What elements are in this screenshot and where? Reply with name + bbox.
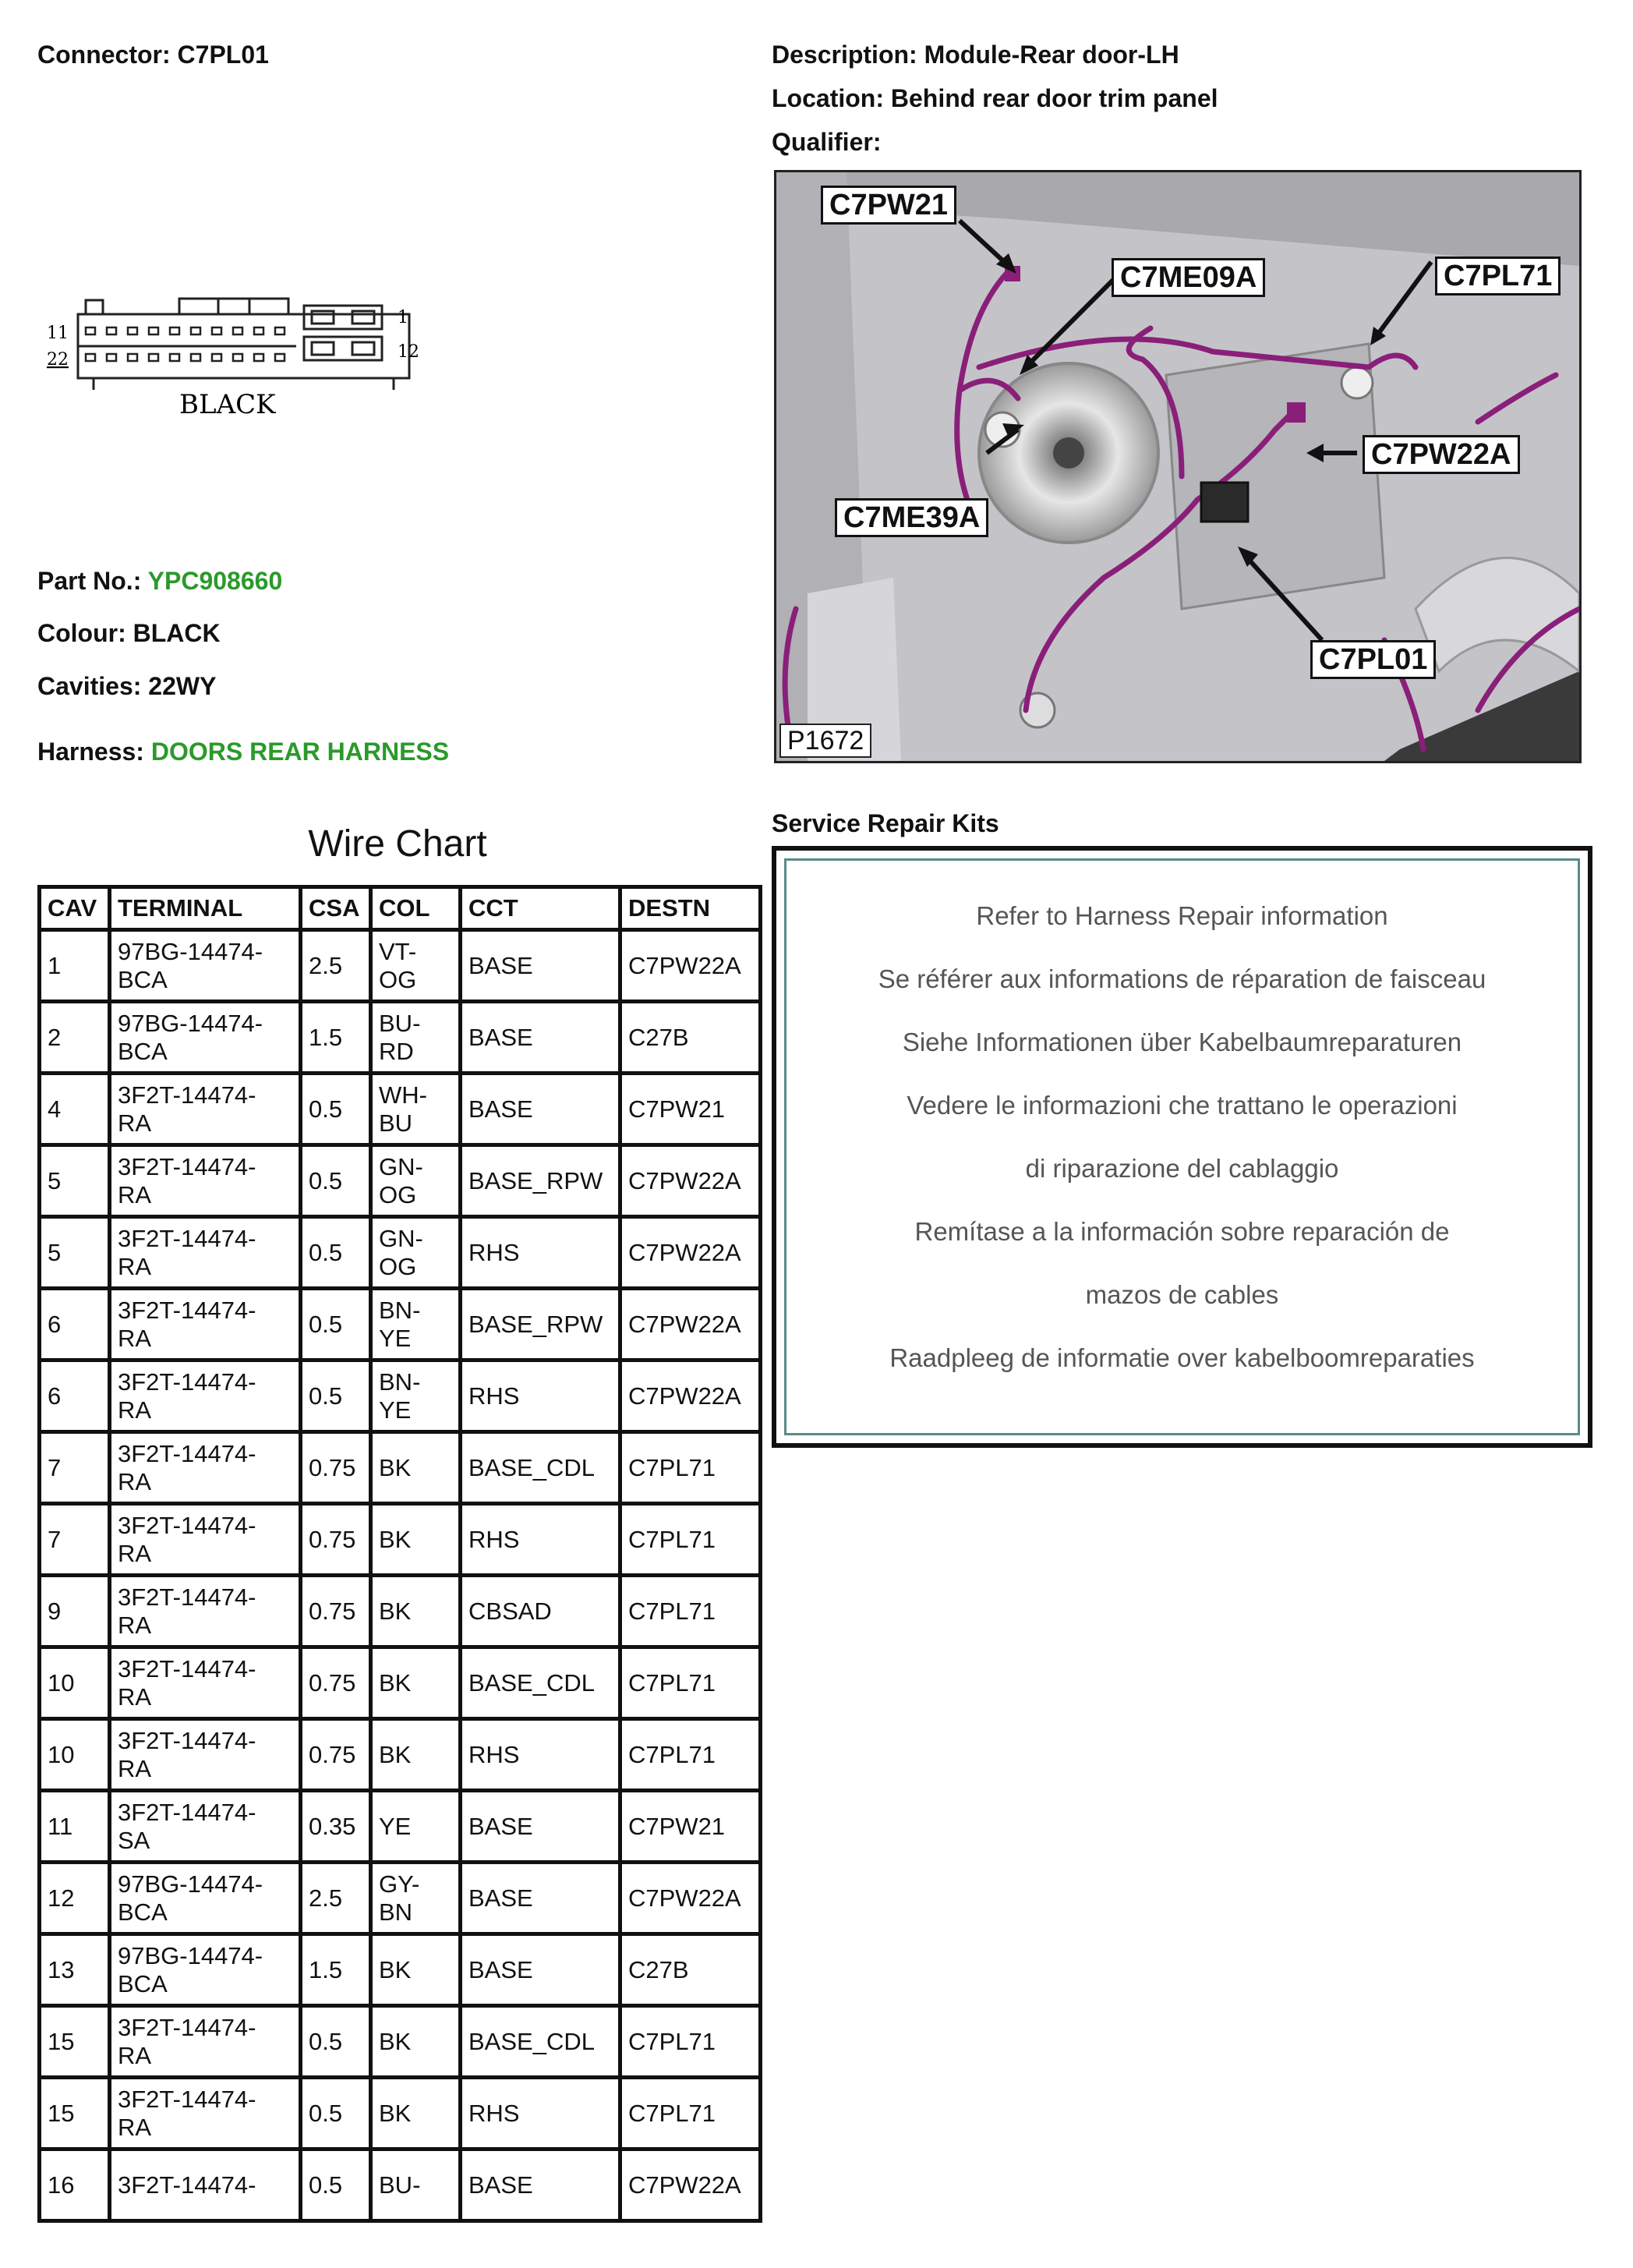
cell-terminal: 3F2T-14474- RA	[110, 1576, 301, 1647]
cell-terminal: 97BG-14474- BCA	[110, 930, 301, 1002]
cell-destn: C7PW21	[620, 1791, 761, 1863]
wire-row	[40, 1432, 761, 1504]
location-photo	[774, 170, 1582, 763]
wire-chart-body	[40, 930, 761, 2221]
wire-row	[40, 1863, 761, 1934]
connector-face-svg	[47, 288, 437, 429]
callout-c7pl71: C7PL71	[1435, 257, 1561, 295]
wire-row	[40, 2006, 761, 2078]
header-destn: DESTN	[620, 887, 761, 930]
cell-cav: 10	[40, 1719, 110, 1791]
cell-terminal: 3F2T-14474- RA	[110, 2006, 301, 2078]
cell-col: BK	[371, 2078, 461, 2149]
cell-cct: RHS	[461, 1719, 620, 1791]
cell-csa: 0.5	[301, 2149, 371, 2221]
connector-color-label: BLACK	[179, 389, 276, 420]
part-no-line	[37, 565, 282, 596]
wire-row	[40, 1002, 761, 1074]
cell-destn: C7PL71	[620, 1504, 761, 1576]
cell-csa: 2.5	[301, 930, 371, 1002]
cell-destn: C7PL71	[620, 1432, 761, 1504]
cell-col: BK	[371, 1576, 461, 1647]
cell-cav: 7	[40, 1432, 110, 1504]
location-line	[772, 83, 1218, 114]
cell-terminal: 97BG-14474- BCA	[110, 1002, 301, 1074]
description-label: Description:	[772, 41, 917, 69]
service-repair-kits-box	[772, 846, 1592, 1448]
pin-label-22: 22	[47, 350, 69, 370]
cell-cav: 5	[40, 1217, 110, 1289]
cell-cav: 15	[40, 2078, 110, 2149]
cell-cct: BASE	[461, 1002, 620, 1074]
wire-row	[40, 1791, 761, 1863]
cell-csa: 0.35	[301, 1791, 371, 1863]
photo-reference: P1672	[779, 724, 871, 758]
cell-cav: 13	[40, 1934, 110, 2006]
cell-cct: BASE	[461, 2149, 620, 2221]
srk-line-es-2: mazos de cables	[1085, 1280, 1279, 1309]
cell-cct: BASE_CDL	[461, 2006, 620, 2078]
callout-c7pl01: C7PL01	[1310, 640, 1436, 679]
cell-cct: BASE	[461, 1934, 620, 2006]
cell-cct: BASE_CDL	[461, 1647, 620, 1719]
cell-terminal: 3F2T-14474- RA	[110, 1719, 301, 1791]
cell-cav: 2	[40, 1002, 110, 1074]
wire-row	[40, 1289, 761, 1360]
cell-destn: C7PW21	[620, 1074, 761, 1145]
cell-terminal: 3F2T-14474- RA	[110, 2078, 301, 2149]
cell-csa: 1.5	[301, 1934, 371, 2006]
cell-csa: 0.75	[301, 1504, 371, 1576]
cell-cct: RHS	[461, 1217, 620, 1289]
wire-row	[40, 1719, 761, 1791]
srk-line-es-1: Remítase a la información sobre reparación de	[914, 1217, 1450, 1246]
cell-csa: 0.5	[301, 1360, 371, 1432]
cell-cav: 12	[40, 1863, 110, 1934]
cell-col: BK	[371, 1504, 461, 1576]
cell-destn: C27B	[620, 1002, 761, 1074]
cell-terminal: 3F2T-14474- RA	[110, 1217, 301, 1289]
cell-terminal: 3F2T-14474- RA	[110, 1432, 301, 1504]
service-repair-kits-title: Service Repair Kits	[772, 809, 999, 837]
cell-terminal: 3F2T-14474- RA	[110, 1360, 301, 1432]
cell-csa: 0.5	[301, 2078, 371, 2149]
wire-row	[40, 1217, 761, 1289]
cell-cav: 4	[40, 1074, 110, 1145]
cell-destn: C7PW22A	[620, 1360, 761, 1432]
cell-cct: RHS	[461, 2078, 620, 2149]
description-line	[772, 39, 1179, 70]
cell-cav: 15	[40, 2006, 110, 2078]
cell-cav: 1	[40, 930, 110, 1002]
wire-row	[40, 1576, 761, 1647]
cell-destn: C7PW22A	[620, 1217, 761, 1289]
cell-cct: BASE	[461, 1074, 620, 1145]
pin-label-1: 1	[398, 308, 408, 327]
cell-terminal: 3F2T-14474- RA	[110, 1647, 301, 1719]
cell-destn: C27B	[620, 1934, 761, 2006]
cell-terminal: 3F2T-14474-	[110, 2149, 301, 2221]
location-label: Location:	[772, 84, 884, 112]
cell-cav: 10	[40, 1647, 110, 1719]
cell-col: YE	[371, 1791, 461, 1863]
wire-row	[40, 1934, 761, 2006]
wire-row	[40, 2078, 761, 2149]
cell-terminal: 97BG-14474- BCA	[110, 1934, 301, 2006]
location-value: Behind rear door trim panel	[890, 84, 1218, 112]
cell-destn: C7PL71	[620, 1647, 761, 1719]
cell-cav: 6	[40, 1360, 110, 1432]
srk-line-en: Refer to Harness Repair information	[976, 901, 1388, 930]
cell-cct: BASE	[461, 1863, 620, 1934]
cell-csa: 0.75	[301, 1719, 371, 1791]
wire-row	[40, 1145, 761, 1217]
part-no-link[interactable]: YPC908660	[147, 567, 283, 595]
srk-line-nl: Raadpleeg de informatie over kabelboomreparaties	[889, 1343, 1475, 1372]
wire-row	[40, 1360, 761, 1432]
header-col: COL	[371, 887, 461, 930]
cell-col: GN- OG	[371, 1217, 461, 1289]
cell-csa: 0.5	[301, 1145, 371, 1217]
cell-cav: 16	[40, 2149, 110, 2221]
cell-cav: 11	[40, 1791, 110, 1863]
cell-col: BN- YE	[371, 1360, 461, 1432]
cell-col: BK	[371, 1432, 461, 1504]
harness-label: Harness:	[37, 738, 144, 766]
harness-link[interactable]: DOORS REAR HARNESS	[150, 738, 450, 766]
cell-destn: C7PW22A	[620, 930, 761, 1002]
cell-cct: BASE	[461, 930, 620, 1002]
cell-destn: C7PL71	[620, 1576, 761, 1647]
colour-line	[37, 617, 221, 649]
colour-value: BLACK	[133, 619, 221, 647]
srk-line-fr: Se référer aux informations de réparation de faisceau	[878, 964, 1486, 993]
cell-cct: BASE_CDL	[461, 1432, 620, 1504]
cell-destn: C7PW22A	[620, 2149, 761, 2221]
cell-col: BN- YE	[371, 1289, 461, 1360]
callout-c7pw22a: C7PW22A	[1363, 435, 1520, 474]
cell-col: VT- OG	[371, 930, 461, 1002]
cell-col: BK	[371, 2006, 461, 2078]
callout-c7pw21: C7PW21	[821, 186, 956, 225]
cell-col: GY- BN	[371, 1863, 461, 1934]
srk-line-it-1: Vedere le informazioni che trattano le operazioni	[907, 1091, 1458, 1120]
pin-label-11: 11	[47, 324, 69, 343]
header-cav: CAV	[40, 887, 110, 930]
qualifier-line	[772, 126, 881, 157]
connector-face-drawing	[47, 288, 437, 433]
cell-cct: CBSAD	[461, 1576, 620, 1647]
cell-cct: BASE_RPW	[461, 1289, 620, 1360]
cell-col: BK	[371, 1647, 461, 1719]
service-repair-kits-inner	[784, 858, 1580, 1435]
srk-line-it-2: di riparazione del cablaggio	[1025, 1154, 1339, 1183]
cell-terminal: 3F2T-14474- RA	[110, 1504, 301, 1576]
wire-row	[40, 930, 761, 1002]
cell-destn: C7PW22A	[620, 1863, 761, 1934]
cell-destn: C7PL71	[620, 2078, 761, 2149]
cell-csa: 1.5	[301, 1002, 371, 1074]
cell-destn: C7PW22A	[620, 1145, 761, 1217]
cell-csa: 0.75	[301, 1432, 371, 1504]
callout-c7me09a: C7ME09A	[1112, 258, 1265, 297]
wire-row	[40, 1074, 761, 1145]
wire-chart-table	[37, 885, 762, 2223]
part-no-label: Part No.:	[37, 567, 142, 595]
cell-col: BU- RD	[371, 1002, 461, 1074]
srk-line-de: Siehe Informationen über Kabelbaumreparaturen	[902, 1028, 1462, 1056]
cell-terminal: 3F2T-14474- RA	[110, 1289, 301, 1360]
wire-row	[40, 1647, 761, 1719]
cell-cav: 6	[40, 1289, 110, 1360]
cell-cct: RHS	[461, 1360, 620, 1432]
cell-terminal: 3F2T-14474- SA	[110, 1791, 301, 1863]
description-value: Module-Rear door-LH	[924, 41, 1179, 69]
cell-cct: BASE_RPW	[461, 1145, 620, 1217]
cell-col: WH- BU	[371, 1074, 461, 1145]
cell-cct: BASE	[461, 1791, 620, 1863]
cell-csa: 0.75	[301, 1576, 371, 1647]
cell-cav: 7	[40, 1504, 110, 1576]
cell-csa: 2.5	[301, 1863, 371, 1934]
cell-cct: RHS	[461, 1504, 620, 1576]
cell-terminal: 3F2T-14474- RA	[110, 1074, 301, 1145]
wire-chart-header-row	[40, 887, 761, 930]
cavities-label: Cavities:	[37, 672, 142, 700]
wire-row	[40, 1504, 761, 1576]
cell-csa: 0.5	[301, 1289, 371, 1360]
cell-destn: C7PW22A	[620, 1289, 761, 1360]
cell-cav: 9	[40, 1576, 110, 1647]
cell-terminal: 3F2T-14474- RA	[110, 1145, 301, 1217]
cavities-value: 22WY	[148, 672, 217, 700]
callout-c7me39a: C7ME39A	[835, 498, 988, 537]
cell-cav: 5	[40, 1145, 110, 1217]
pin-label-12: 12	[398, 342, 419, 362]
cell-destn: C7PL71	[620, 1719, 761, 1791]
cavities-line	[37, 670, 216, 702]
cell-col: BU-	[371, 2149, 461, 2221]
wire-row	[40, 2149, 761, 2221]
header-terminal: TERMINAL	[110, 887, 301, 930]
connector-heading	[37, 39, 269, 70]
cell-col: GN- OG	[371, 1145, 461, 1217]
connector-id: C7PL01	[177, 41, 269, 69]
qualifier-label: Qualifier:	[772, 128, 882, 156]
cell-col: BK	[371, 1934, 461, 2006]
header-csa: CSA	[301, 887, 371, 930]
header-cct: CCT	[461, 887, 620, 930]
cell-destn: C7PL71	[620, 2006, 761, 2078]
cell-csa: 0.5	[301, 2006, 371, 2078]
cell-csa: 0.75	[301, 1647, 371, 1719]
cell-csa: 0.5	[301, 1217, 371, 1289]
wire-chart-title: Wire Chart	[308, 823, 487, 865]
connector-label: Connector:	[37, 41, 171, 69]
cell-csa: 0.5	[301, 1074, 371, 1145]
cell-terminal: 97BG-14474- BCA	[110, 1863, 301, 1934]
harness-line	[37, 736, 449, 767]
colour-label: Colour:	[37, 619, 126, 647]
cell-col: BK	[371, 1719, 461, 1791]
